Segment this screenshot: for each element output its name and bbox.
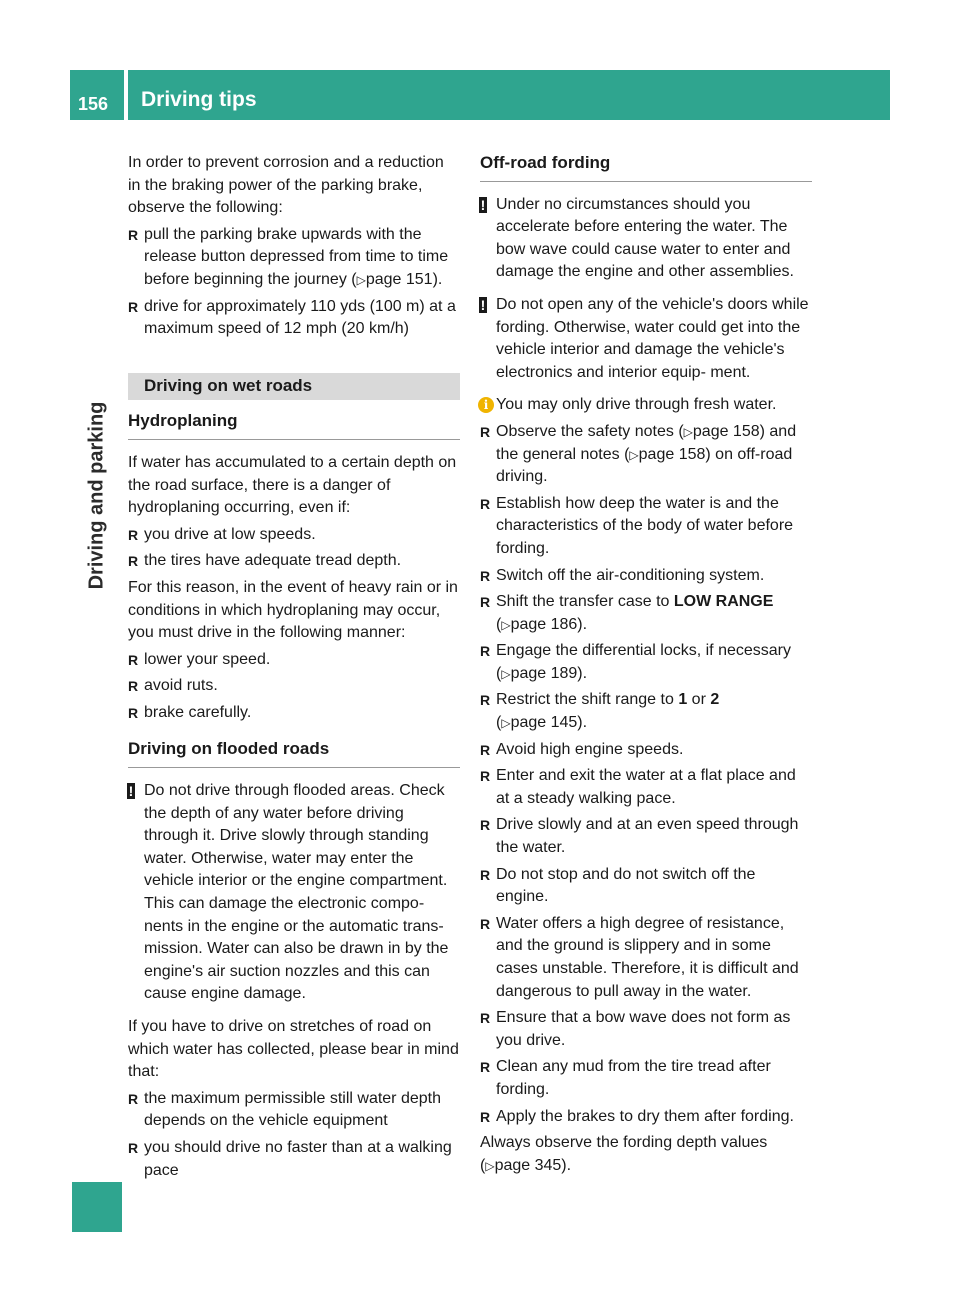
section-heading-wet-roads: Driving on wet roads [128, 373, 460, 401]
page-title: Driving tips [141, 88, 257, 111]
intro-paragraph: In order to prevent corrosion and a reduction in the braking power of the parking brake, observe the following: [128, 154, 444, 217]
page-ref-link[interactable]: page 158) on off-road driving. [496, 445, 793, 486]
warning-note: ! Do not open any of the vehicle's doors while fording. Otherwise, water could get into the vehicle interior and damage the vehicle's electronics and interior equip- ment. [480, 295, 809, 381]
right-column [480, 152, 812, 1181]
list-item: R you should drive no faster than at a walking pace [128, 1137, 460, 1182]
warning-icon: ! [480, 196, 486, 213]
list-item: R Switch off the air-conditioning system. [480, 565, 812, 588]
list-item: R Shift the transfer case to LOW RANGE (▷page 186). [480, 591, 812, 636]
subheading-flooded-roads: Driving on flooded roads [128, 738, 460, 768]
page-ref-arrow-icon: ▷ [485, 1158, 495, 1173]
list-item: R drive for approximately 110 yds (100 m) at a maximum speed of 12 mph (20 km/h) [128, 296, 460, 341]
side-tab-marker [72, 1182, 122, 1232]
range-label: LOW RANGE [673, 593, 774, 611]
list-item: R Drive slowly and at an even speed through the water. [480, 814, 812, 859]
list-item: R Restrict the shift range to 1 or 2 (▷page 145). [480, 689, 812, 734]
page-ref-link[interactable]: page 151). [365, 270, 443, 288]
section-side-tab [72, 401, 122, 589]
warning-note: ! Under no circumstances should you accelerate before entering the water. The bow wave could cause water to enter and damage the engine and other assemblies. [480, 195, 794, 281]
left-column [128, 152, 460, 1186]
paragraph: If water has accumulated to a certain depth on the road surface, there is a danger of hydroplaning occurring, even if: [128, 453, 457, 517]
list-item: R avoid ruts. [128, 675, 460, 698]
list-item: R Water offers a high degree of resistance, and the ground is slippery and in some cases unstable. Therefore, it is difficult and dangerous to pull away in the water. [480, 913, 812, 1003]
page-ref-link[interactable]: page 145). [510, 714, 588, 732]
page-ref-arrow-icon: ▷ [501, 666, 511, 681]
list-item: R lower your speed. [128, 649, 460, 672]
page-ref-arrow-icon: ▷ [356, 272, 366, 287]
warning-note: ! Do not drive through flooded areas. Check the depth of any water before driving through it. Drive slowly through standing water. Otherwise, water may enter the vehicle interior or the engine compartment. This can damage the electronic compo- nents in the engine or the automatic trans- mission. Water can also be drawn in by the engine's air suction nozzles and this can cause engine damage. [128, 782, 449, 1003]
warning-icon: ! [128, 783, 134, 800]
subheading-off-road-fording: Off-road fording [480, 152, 812, 182]
page-ref-arrow-icon: ▷ [501, 716, 511, 731]
page-ref-arrow-icon: ▷ [501, 617, 511, 632]
list-item: R Establish how deep the water is and the characteristics of the body of water before fording. [480, 493, 812, 561]
info-note: i You may only drive through fresh water. [480, 394, 812, 417]
list-item: R the maximum permissible still water depth depends on the vehicle equipment [128, 1088, 460, 1133]
warning-icon: ! [480, 296, 486, 313]
list-item: R you drive at low speeds. [128, 524, 460, 547]
paragraph: For this reason, in the event of heavy rain or in conditions in which hydroplaning may occur, you must drive in the following manner: [128, 578, 458, 642]
page-number: 156 [78, 94, 109, 114]
list-item: R Ensure that a bow wave does not form as you drive. [480, 1007, 812, 1052]
page-ref-arrow-icon: ▷ [629, 447, 639, 462]
section-side-label: Driving and parking [85, 401, 108, 589]
list-item: R Observe the safety notes (▷page 158) and the general notes (▷page 158) on off-road driving. [480, 421, 812, 489]
page-ref-arrow-icon: ▷ [683, 424, 693, 439]
list-item: R pull the parking brake upwards with the release button depressed from time to time before beginning the journey (▷page 151). [128, 224, 460, 292]
list-item: R brake carefully. [128, 702, 460, 725]
list-item: R the tires have adequate tread depth. [128, 550, 460, 573]
list-item: R Do not stop and do not switch off the engine. [480, 864, 812, 909]
list-item: R Apply the brakes to dry them after fording. [480, 1106, 812, 1129]
list-item: R Enter and exit the water at a flat place and at a steady walking pace. [480, 765, 812, 810]
page-ref-link[interactable]: page 186). [510, 615, 588, 633]
info-icon: i [478, 397, 494, 413]
page-ref-link[interactable]: page 345). [494, 1156, 572, 1174]
page-ref-link[interactable]: page 189). [510, 664, 588, 682]
list-item: R Engage the differential locks, if necessary (▷page 189). [480, 640, 812, 685]
closing-paragraph: Always observe the fording depth values (▷page 345). [480, 1134, 768, 1174]
subheading-hydroplaning: Hydroplaning [128, 410, 460, 440]
list-item: R Clean any mud from the tire tread after fording. [480, 1056, 812, 1101]
paragraph: If you have to drive on stretches of road on which water has collected, please bear in mind that: [128, 1018, 459, 1081]
page-ref-link[interactable]: page 158) and the general notes ( [496, 422, 797, 463]
list-item: R Avoid high engine speeds. [480, 739, 812, 762]
